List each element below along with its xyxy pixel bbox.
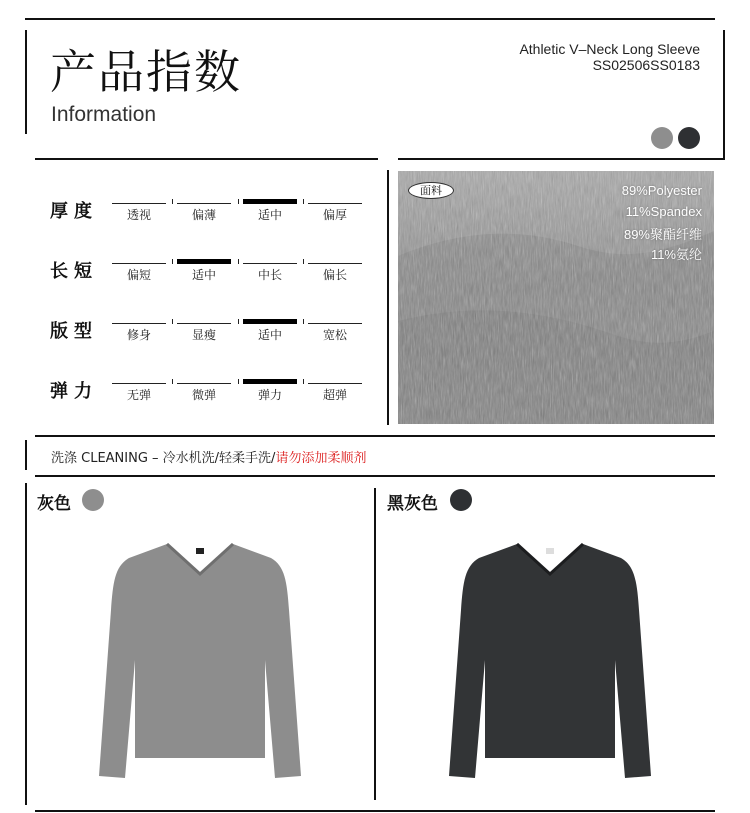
composition-line: 11%Spandex (625, 204, 702, 219)
attribute-option: 宽松 (322, 328, 347, 342)
scale-tick (238, 199, 239, 204)
fabric-tag: 面料 (408, 182, 454, 199)
attribute-label: 长短 (50, 261, 98, 282)
color-name-grey: 灰色 (37, 494, 71, 514)
header-divider-right (398, 158, 723, 160)
attribute-option: 微弹 (191, 388, 216, 402)
attribute-scale-segment (112, 323, 166, 324)
attribute-label: 版型 (50, 321, 98, 342)
grey-shirt-image (95, 540, 305, 785)
right-border (723, 30, 725, 160)
scale-tick (238, 379, 239, 384)
attr-divider (387, 170, 389, 425)
attribute-scale-selected (243, 319, 297, 324)
attribute-option: 适中 (191, 268, 216, 282)
attribute-label: 厚度 (50, 201, 98, 222)
scale-tick (172, 379, 173, 384)
scale-tick (172, 319, 173, 324)
attribute-scale-segment (177, 203, 231, 204)
attribute-option: 无弹 (126, 388, 151, 402)
colors-top-line (35, 475, 715, 477)
attribute-scale-segment (243, 263, 297, 264)
page-subtitle: Information (51, 103, 157, 126)
scale-tick (303, 259, 304, 264)
cleaning-instructions (51, 447, 366, 466)
header-divider-left (35, 158, 378, 160)
product-code: SS02506SS0183 (592, 57, 700, 73)
left-border (25, 30, 27, 134)
scale-tick (238, 259, 239, 264)
attribute-option: 修身 (126, 328, 151, 342)
cleaning-text: 洗涤 CLEANING – 冷水机洗/轻柔手洗/ (51, 451, 276, 466)
attribute-option: 中长 (257, 268, 282, 282)
attribute-scale-selected (243, 199, 297, 204)
cleaning-top-line (35, 435, 715, 437)
attribute-scale-segment (308, 383, 362, 384)
attribute-scale-segment (177, 383, 231, 384)
attribute-label: 弹力 (50, 381, 98, 402)
attribute-scale-segment (112, 203, 166, 204)
color-dot-grey (82, 489, 104, 511)
attribute-scale-segment (308, 203, 362, 204)
scale-tick (303, 319, 304, 324)
attribute-scale-segment (308, 263, 362, 264)
attribute-option: 透视 (126, 208, 151, 222)
color-name-dark-grey: 黑灰色 (387, 494, 438, 514)
attribute-scale-selected (243, 379, 297, 384)
color-dot-dark-grey (450, 489, 472, 511)
scale-tick (172, 199, 173, 204)
attribute-option: 偏短 (126, 268, 151, 282)
scale-tick (172, 259, 173, 264)
cleaning-left-line (25, 440, 27, 470)
dark-grey-shirt-image (445, 540, 655, 785)
product-name: Athletic V–Neck Long Sleeve (519, 41, 700, 57)
attribute-option: 偏长 (322, 268, 347, 282)
colors-left-border (25, 483, 27, 805)
attribute-scale-segment (308, 323, 362, 324)
bottom-border (35, 810, 715, 812)
top-border (25, 18, 715, 20)
swatch-dark-grey (678, 127, 700, 149)
attribute-option: 适中 (257, 328, 282, 342)
attribute-scale-segment (177, 323, 231, 324)
composition-line: 89%聚酯纤维 (623, 227, 702, 242)
scale-tick (303, 379, 304, 384)
scale-tick (238, 319, 239, 324)
composition-line: 11%氨纶 (650, 247, 702, 262)
attribute-option: 弹力 (257, 388, 282, 402)
composition-line: 89%Polyester (621, 183, 702, 198)
cleaning-warning: 请勿添加柔顺剂 (275, 451, 367, 466)
attribute-scale-segment (112, 263, 166, 264)
attribute-option: 偏厚 (322, 208, 347, 222)
attribute-scale-selected (177, 259, 231, 264)
swatch-grey (651, 127, 673, 149)
attribute-scale-segment (112, 383, 166, 384)
scale-tick (303, 199, 304, 204)
attribute-option: 偏薄 (191, 208, 216, 222)
attribute-option: 超弹 (322, 388, 347, 402)
attribute-option: 适中 (257, 208, 282, 222)
attribute-option: 显瘦 (191, 328, 216, 342)
page-title: 产品指数 (50, 45, 242, 99)
colors-middle-divider (374, 488, 376, 800)
